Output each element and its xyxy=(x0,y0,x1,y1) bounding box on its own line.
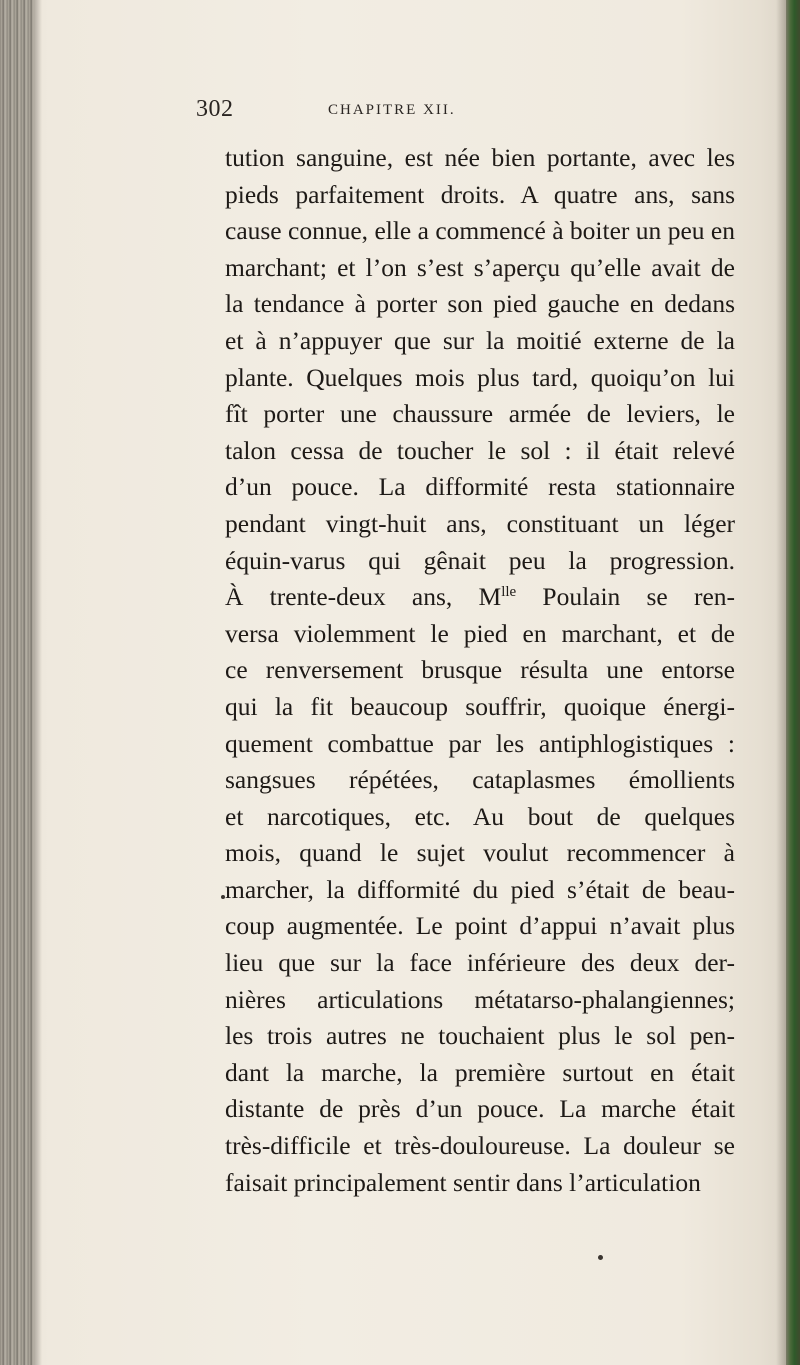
text-line: lieu que sur la face inférieure des deux der- xyxy=(225,948,735,978)
text-line: tution sanguine, est née bien portante, avec les xyxy=(225,143,735,172)
text-line: coup augmentée. Le point d’appui n’avait plus xyxy=(225,911,735,941)
body-text xyxy=(225,140,735,1201)
text-line: pendant vingt-huit ans, constituant un léger xyxy=(225,508,735,538)
text-line: et à n’appuyer que sur la moitié externe de la xyxy=(225,325,735,355)
text-line: cause connue, elle a commencé à boiter un peu en xyxy=(225,216,735,246)
text-line: les trois autres ne touchaient plus le sol pen- xyxy=(225,1021,735,1051)
text-fragment: À trente-deux ans, xyxy=(225,582,453,612)
text-line: qui la fit beaucoup souffrir, quoique énergi- xyxy=(225,691,735,721)
text-line: et narcotiques, etc. Au bout de quelques xyxy=(225,801,735,831)
text-line: très-difficile et très-douloureuse. La douleur se xyxy=(225,1131,735,1161)
text-line: versa violemment le pied en marchant, et de xyxy=(225,618,735,648)
text-line: équin-varus qui gênait peu la progression. xyxy=(225,545,735,575)
text-line: pieds parfaitement droits. A quatre ans, sans xyxy=(225,179,735,209)
text-line: sangsues répétées, cataplasmes émollients xyxy=(225,765,735,795)
text-line: nières articulations métatarso-phalangiennes; xyxy=(225,984,735,1014)
text-line: fît porter une chaussure armée de leviers, le xyxy=(225,399,735,429)
text-fragment: Poulain se ren- xyxy=(542,582,736,612)
abbreviation: M xyxy=(478,582,502,612)
running-head: CHAPITRE XII. xyxy=(328,102,456,118)
text-line: dant la marche, la première surtout en était xyxy=(225,1057,735,1087)
ink-speck xyxy=(598,1255,603,1260)
text-line: faisait principalement sentir dans l’articulation xyxy=(225,1167,701,1197)
text-line: plante. Quelques mois plus tard, quoiqu’on lui xyxy=(225,362,735,392)
ink-speck xyxy=(221,895,225,899)
text-line: mois, quand le sujet voulut recommencer à xyxy=(225,838,735,868)
page-fore-edge xyxy=(786,0,800,1365)
text-line: ce renversement brusque résulta une entorse xyxy=(225,655,735,685)
text-line: d’un pouce. La difformité resta stationnaire xyxy=(225,472,735,502)
text-line: marchant; et l’on s’est s’aperçu qu’elle avait de xyxy=(225,252,735,282)
text-line: quement combattue par les antiphlogistiques : xyxy=(225,728,735,758)
page-header xyxy=(196,96,536,136)
text-line-with-abbreviation xyxy=(225,579,735,616)
text-line: distante de près d’un pouce. La marche était xyxy=(225,1094,735,1124)
abbreviation-superscript: lle xyxy=(501,584,517,601)
text-line: marcher, la difformité du pied s’était de beau- xyxy=(225,874,735,904)
page-binding-edge xyxy=(0,0,34,1365)
text-line: talon cessa de toucher le sol : il était relevé xyxy=(225,435,735,465)
text-line: la tendance à porter son pied gauche en dedans xyxy=(225,289,735,319)
page-number: 302 xyxy=(196,96,234,122)
